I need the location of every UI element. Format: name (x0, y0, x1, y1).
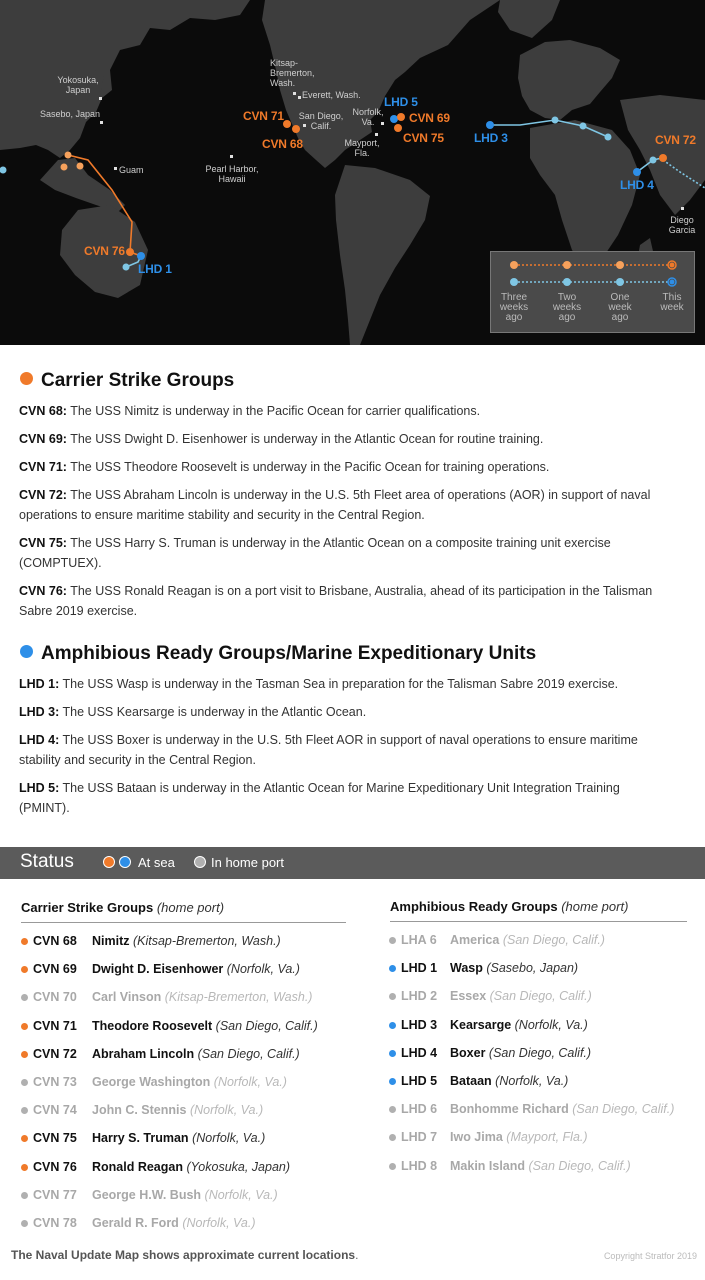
legend-one-week: One week ago (608, 292, 632, 323)
status-bar (0, 847, 705, 879)
place-kitsap: Kitsap- Bremerton, Wash. (270, 58, 315, 88)
ship-code: LHD 7 (401, 1130, 438, 1145)
carrier-table-heading: Carrier Strike Groups (home port) (21, 900, 225, 915)
legend-two-weeks: Two weeks ago (552, 292, 582, 323)
ship-code: LHD 2 (401, 989, 438, 1004)
amphib-heading: Amphibious Ready Groups/Marine Expeditionary Units (20, 643, 536, 665)
ship-label-cvn71: CVN 71 (243, 109, 284, 123)
ship-name: George H.W. Bush (Norfolk, Va.) (92, 1187, 278, 1202)
status-dot-icon (389, 1050, 396, 1057)
ship-code: CVN 77 (33, 1187, 77, 1202)
ship-label-cvn75: CVN 75 (403, 131, 444, 145)
ship-name: Essex (San Diego, Calif.) (450, 989, 592, 1004)
carrier-item: CVN 69: The USS Dwight D. Eisenhower is underway in the Atlantic Ocean for routine training. (19, 432, 544, 446)
ship-code: CVN 74 (33, 1103, 77, 1118)
status-dot-icon (21, 966, 28, 973)
ship-code: CVN 76 (33, 1159, 77, 1174)
ship-name: Gerald R. Ford (Norfolk, Va.) (92, 1216, 256, 1230)
place-san-diego: San Diego, Calif. (298, 111, 344, 131)
ship-code: CVN 78 (33, 1216, 77, 1230)
legend-three-weeks: Three weeks ago (499, 292, 529, 323)
ship-name: America (San Diego, Calif.) (450, 933, 605, 947)
amphib-dot-icon (20, 645, 33, 658)
ship-code: LHD 3 (401, 1017, 438, 1032)
naval-map (0, 0, 705, 345)
status-dot-icon (389, 1078, 396, 1085)
status-dot-icon (21, 1135, 28, 1142)
place-yokosuka: Yokosuka, Japan (57, 75, 99, 95)
status-dot-icon (21, 1220, 28, 1227)
status-dot-icon (389, 1022, 396, 1029)
amphib-table-heading: Amphibious Ready Groups (home port) (390, 899, 629, 914)
status-dot-icon (21, 1079, 28, 1086)
ship-code: LHD 6 (401, 1102, 438, 1117)
status-dot-icon (389, 1106, 396, 1113)
copyright: Copyright Stratfor 2019 (603, 1251, 697, 1261)
place-norfolk: Norfolk, Va. (352, 107, 384, 127)
amphib-item: LHD 1: The USS Wasp is underway in the Tasman Sea in preparation for the Talisman Sabre 2019 exercise. (19, 677, 619, 691)
status-dot-icon (389, 937, 396, 944)
ship-name: Wasp (Sasebo, Japan) (450, 961, 579, 976)
ship-name: Harry S. Truman (Norfolk, Va.) (92, 1131, 266, 1146)
status-dot-icon (389, 965, 396, 972)
status-dot-icon (21, 1107, 28, 1114)
place-guam: Guam (119, 165, 144, 175)
amphib-item: LHD 5: The USS Bataan is underway in the Atlantic Ocean for Marine Expeditionary Unit Integration Training (PMINT). (19, 781, 620, 815)
at-sea-amphib-dot-icon (119, 856, 131, 868)
home-port-label: In home port (211, 855, 284, 870)
ship-code: CVN 68 (33, 934, 77, 948)
status-dot-icon (21, 994, 28, 1001)
status-title: Status (20, 851, 74, 872)
time-legend (490, 251, 695, 333)
ship-name: Dwight D. Eisenhower (Norfolk, Va.) (92, 962, 300, 977)
carrier-item: CVN 72: The USS Abraham Lincoln is underway in the U.S. 5th Fleet area of operations (AOR) in support of naval operations to ensure maritime stability and security in the Central Region. (19, 488, 651, 522)
ship-name: Bonhomme Richard (San Diego, Calif.) (450, 1102, 675, 1117)
ship-name: Theodore Roosevelt (San Diego, Calif.) (92, 1018, 318, 1033)
amphib-item: LHD 4: The USS Boxer is underway in the U.S. 5th Fleet AOR in support of naval operations to ensure maritime stability and security in the Central Region. (19, 733, 638, 767)
status-dot-icon (389, 993, 396, 1000)
ship-label-lhd3: LHD 3 (474, 131, 508, 145)
status-dot-icon (21, 938, 28, 945)
ship-label-cvn68: CVN 68 (262, 137, 303, 151)
ship-label-cvn72: CVN 72 (655, 133, 696, 147)
carrier-heading: Carrier Strike Groups (20, 370, 234, 392)
ship-name: Makin Island (San Diego, Calif.) (450, 1158, 631, 1173)
carrier-item: CVN 75: The USS Harry S. Truman is underway in the Atlantic Ocean on a composite training unit exercise (COMPTUEX). (19, 536, 611, 570)
legend-this-week: This week (660, 292, 684, 313)
ship-name: Ronald Reagan (Yokosuka, Japan) (92, 1159, 291, 1174)
ship-code: LHD 5 (401, 1074, 438, 1088)
ship-code: LHD 8 (401, 1158, 438, 1173)
amphib-item: LHD 3: The USS Kearsarge is underway in the Atlantic Ocean. (19, 705, 367, 719)
ship-label-lhd1: LHD 1 (138, 262, 172, 276)
ship-label-lhd5: LHD 5 (384, 95, 418, 109)
ship-name: Boxer (San Diego, Calif.) (450, 1045, 592, 1060)
status-dot-icon (389, 1163, 396, 1170)
status-dot-icon (21, 1192, 28, 1199)
ship-name: Abraham Lincoln (San Diego, Calif.) (92, 1046, 300, 1061)
ship-name: Kearsarge (Norfolk, Va.) (450, 1017, 588, 1032)
place-pearl-harbor: Pearl Harbor, Hawaii (205, 164, 259, 184)
carrier-dot-icon (20, 372, 33, 385)
carrier-item: CVN 68: The USS Nimitz is underway in the Pacific Ocean for carrier qualifications. (19, 404, 481, 418)
ship-label-lhd4: LHD 4 (620, 178, 654, 192)
place-sasebo: Sasebo, Japan (40, 109, 101, 119)
ship-name: Iwo Jima (Mayport, Fla.) (450, 1130, 588, 1145)
ship-code: CVN 70 (33, 990, 77, 1005)
place-mayport: Mayport, Fla. (344, 138, 380, 158)
ship-name: Bataan (Norfolk, Va.) (450, 1074, 569, 1088)
place-diego-garcia: Diego Garcia (668, 215, 696, 235)
at-sea-label: At sea (138, 855, 175, 870)
ship-code: CVN 75 (33, 1131, 77, 1146)
ship-label-cvn76: CVN 76 (84, 244, 125, 258)
ship-code: LHD 1 (401, 961, 438, 976)
ship-code: CVN 73 (33, 1075, 77, 1089)
place-everett: Everett, Wash. (302, 90, 361, 100)
divider (390, 921, 687, 922)
ship-code: LHD 4 (401, 1045, 438, 1060)
ship-code: CVN 69 (33, 962, 77, 977)
ship-label-cvn69: CVN 69 (409, 111, 450, 125)
status-dot-icon (21, 1023, 28, 1030)
status-dot-icon (21, 1051, 28, 1058)
ship-name: George Washington (Norfolk, Va.) (92, 1075, 287, 1089)
ship-code: CVN 72 (33, 1046, 77, 1061)
divider (21, 922, 346, 923)
at-sea-carrier-dot-icon (103, 856, 115, 868)
ship-name: Carl Vinson (Kitsap-Bremerton, Wash.) (92, 990, 313, 1005)
status-dot-icon (389, 1134, 396, 1141)
status-dot-icon (21, 1164, 28, 1171)
home-port-dot-icon (194, 856, 206, 868)
legend-tracks (491, 252, 694, 292)
carrier-item: CVN 76: The USS Ronald Reagan is on a port visit to Brisbane, Australia, ahead of its participation in the Talisman Sabre 2019 exercise. (19, 584, 653, 618)
carrier-item: CVN 71: The USS Theodore Roosevelt is underway in the Pacific Ocean for training operations. (19, 460, 550, 474)
ship-name: Nimitz (Kitsap-Bremerton, Wash.) (92, 934, 281, 948)
ship-code: LHA 6 (401, 933, 437, 947)
ship-code: CVN 71 (33, 1018, 77, 1033)
footer-note: The Naval Update Map shows approximate current locations. (11, 1248, 359, 1262)
ship-name: John C. Stennis (Norfolk, Va.) (92, 1103, 264, 1118)
